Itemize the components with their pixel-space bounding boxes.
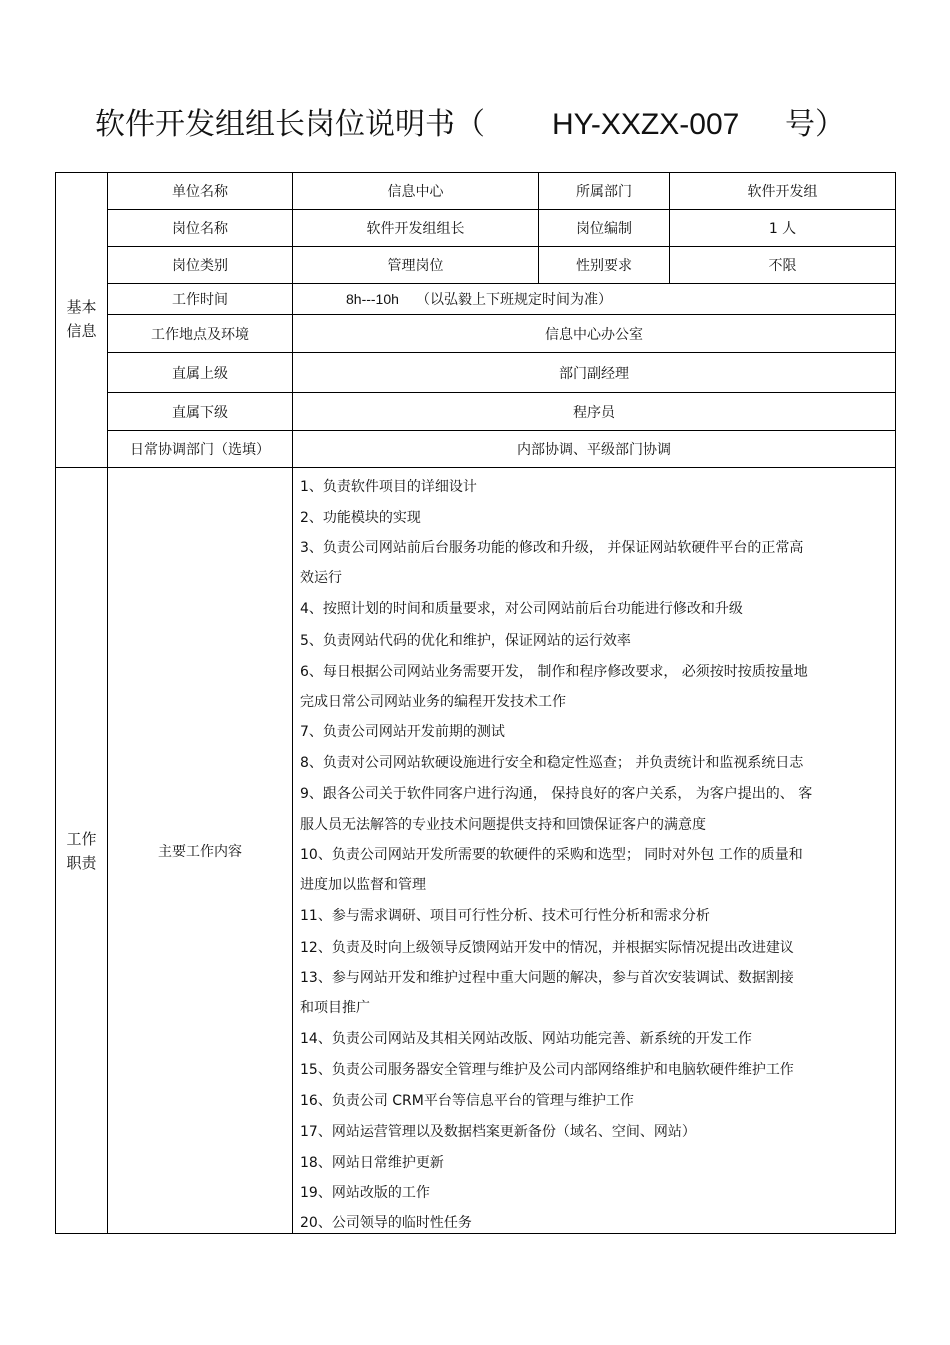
duty-line: 16、负责公司 CRM平台等信息平台的管理与维护工作: [300, 1093, 634, 1109]
subordinate-value: 程序员: [573, 404, 615, 421]
duty-line: 效运行: [300, 570, 342, 586]
duty-line: 8、负责对公司网站软硬设施进行安全和稳定性巡查； 并负责统计和监视系统日志: [300, 755, 804, 771]
duty-line: 和项目推广: [300, 1000, 370, 1016]
title-main: 软件开发组组长岗位说明书（: [95, 107, 485, 142]
duty-line: 服人员无法解答的专业技术问题提供支持和回馈保证客户的满意度: [300, 817, 706, 833]
duty-line: 2、功能模块的实现: [300, 510, 421, 526]
duty-line: 17、网站运营管理以及数据档案更新备份（域名、空间、网站）: [300, 1124, 696, 1140]
duty-line: 13、参与网站开发和维护过程中重大问题的解决，参与首次安装调试、数据割接: [300, 970, 794, 986]
quota-label: 岗位编制: [576, 221, 632, 237]
unit-label: 单位名称: [172, 184, 228, 200]
duty-line: 9、跟各公司关于软件同客户进行沟通， 保持良好的客户关系， 为客户提出的、 客: [300, 786, 813, 802]
duty-line: 4、按照计划的时间和质量要求，对公司网站前后台功能进行修改和升级: [300, 601, 743, 617]
duty-line: 进度加以监督和管理: [300, 877, 426, 893]
gender-value: 不限: [768, 258, 797, 274]
coord-value: 内部协调、平级部门协调: [517, 442, 671, 458]
dept-label: 所属部门: [576, 184, 632, 200]
hours-note: （以弘毅上下班规定时间为准）: [416, 292, 612, 308]
duty-line: 10、负责公司网站开发所需要的软硬件的采购和选型； 同时对外包 工作的质量和: [300, 847, 803, 863]
duty-line: 1、负责软件项目的详细设计: [300, 479, 477, 495]
post-label: 岗位名称: [172, 221, 228, 237]
duty-line: 5、负责网站代码的优化和维护，保证网站的运行效率: [300, 633, 631, 649]
quota-value: 1 人: [768, 221, 797, 237]
content-label: 主要工作内容: [158, 844, 242, 860]
duty-line: 7、负责公司网站开发前期的测试: [300, 724, 505, 740]
duty-line: 14、负责公司网站及其相关网站改版、网站功能完善、新系统的开发工作: [300, 1031, 752, 1047]
title-suffix: 号）: [785, 107, 845, 142]
location-value: 信息中心办公室: [545, 326, 643, 343]
document-title: [0, 100, 950, 150]
superior-label: 直属上级: [172, 365, 228, 382]
section-divider: [55, 467, 896, 468]
location-label: 工作地点及环境: [151, 326, 249, 343]
hours-value: 8h---10h: [346, 291, 399, 307]
coord-label: 日常协调部门（选填）: [130, 442, 270, 458]
post-value: 软件开发组组长: [366, 221, 465, 237]
duty-line: 6、每日根据公司网站业务需要开发， 制作和程序修改要求， 必须按时按质按量地: [300, 664, 808, 680]
duty-line: 15、负责公司服务器安全管理与维护及公司内部网络维护和电脑软硬件维护工作: [300, 1062, 794, 1078]
duty-line: 11、参与需求调研、项目可行性分析、技术可行性分析和需求分析: [300, 908, 710, 924]
category-value: 管理岗位: [387, 258, 444, 274]
section-label-basic: 基本 信息: [66, 298, 97, 340]
duty-line: 20、公司领导的临时性任务: [300, 1215, 472, 1231]
subordinate-label: 直属下级: [172, 404, 228, 421]
duty-line: 19、网站改版的工作: [300, 1185, 430, 1201]
superior-value: 部门副经理: [559, 365, 629, 382]
duty-line: 3、负责公司网站前后台服务功能的修改和升级， 并保证网站软硬件平台的正常高: [300, 540, 804, 556]
section-label-duties: 工作 职责: [66, 830, 97, 872]
dept-value: 软件开发组: [747, 184, 818, 200]
duty-line: 完成日常公司网站业务的编程开发技术工作: [300, 694, 566, 710]
hours-label: 工作时间: [172, 292, 228, 308]
duty-line: 12、负责及时向上级领导反馈网站开发中的情况，并根据实际情况提出改进建议: [300, 940, 794, 956]
gender-label: 性别要求: [576, 258, 632, 274]
category-label: 岗位类别: [172, 258, 228, 274]
title-code: HY-XXZX-007: [552, 108, 740, 141]
duty-line: 18、网站日常维护更新: [300, 1155, 444, 1171]
unit-value: 信息中心: [387, 184, 444, 200]
